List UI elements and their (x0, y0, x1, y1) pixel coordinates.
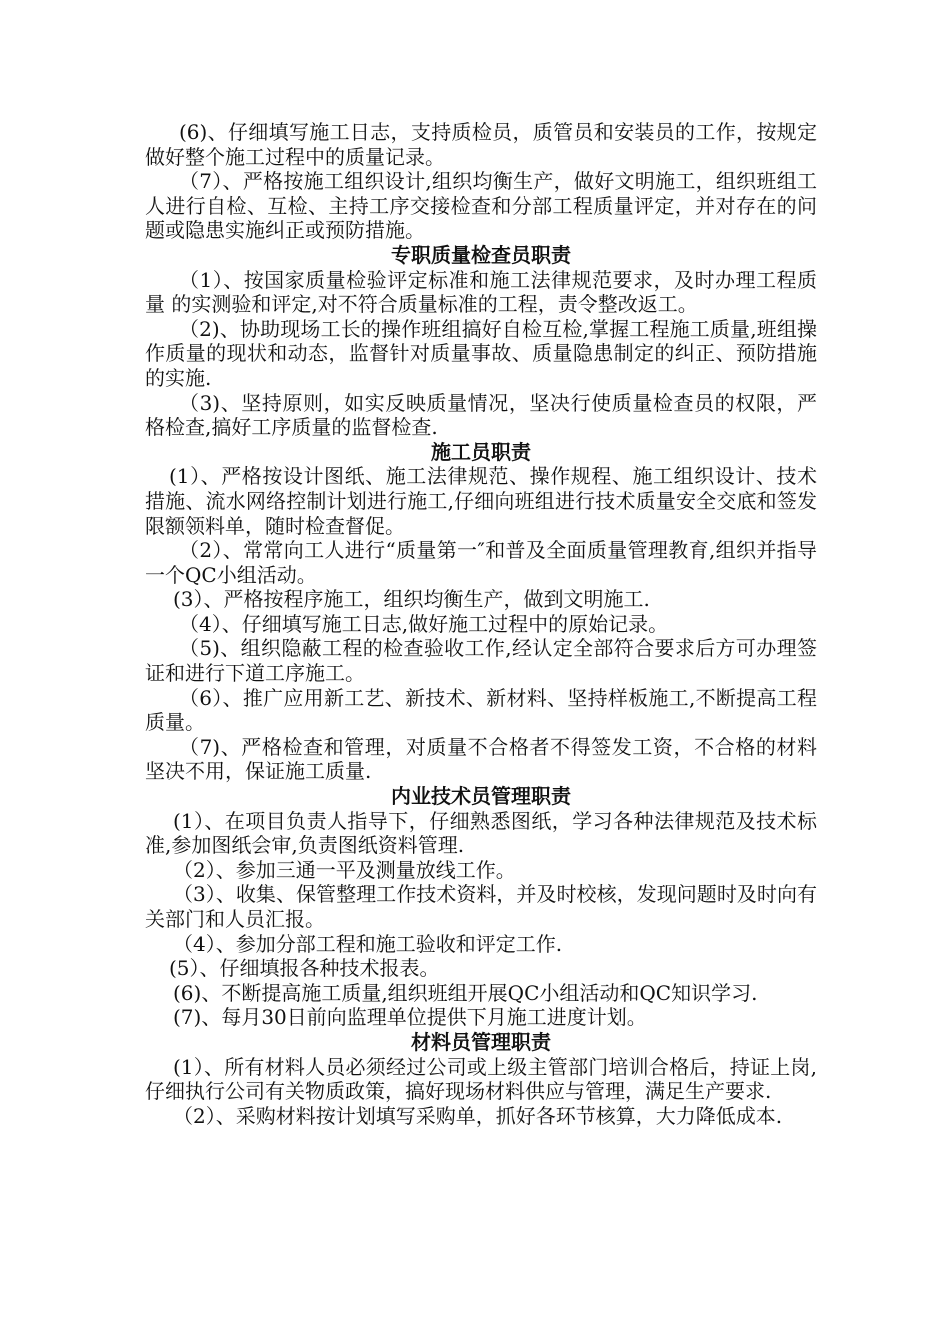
paragraph: (1）、在项目负责人指导下，仔细熟悉图纸，学习各种法律规范及技术标准,参加图纸会审,负责图纸资料管理. (145, 808, 817, 858)
paragraph: (3）、严格按程序施工，组织均衡生产，做到文明施工. (173, 587, 650, 612)
paragraph: （4）、参加分部工程和施工验收和评定工作. (173, 931, 563, 956)
section-heading-quality-inspector: 专职质量检查员职责 (391, 242, 571, 267)
paragraph: (1）、所有材料人员必须经过公司或上级主管部门培训合格后，持证上岗,仔细执行公司有关物质政策，搞好现场材料供应与管理，满足生产要求. (145, 1054, 817, 1104)
paragraph: （1）、按国家质量检验评定标准和施工法律规范要求，及时办理工程质量 的实测验和评定,对不符合质量标准的工程，责令整改返工。 (145, 267, 817, 317)
paragraph: （7)、严格检查和管理，对质量不合格者不得签发工资，不合格的材料坚决不用，保证施工质量. (145, 734, 817, 784)
paragraph: （6）、推广应用新工艺、新技术、新材料、坚持样板施工,不断提高工程质量。 (145, 685, 817, 735)
section-heading-technical-staff: 内业技术员管理职责 (391, 784, 571, 809)
paragraph: （4）、仔细填写施工日志,做好施工过程中的原始记录。 (179, 611, 669, 636)
paragraph: (7)、每月30日前向监理单位提供下月施工进度计划。 (173, 1005, 647, 1030)
paragraph: （3）、收集、保管整理工作技术资料，并及时校核，发现问题时及时向有关部门和人员汇报。 (145, 882, 817, 931)
paragraph: （2）、采购材料按计划填写采购单，抓好各环节核算，大力降低成本. (173, 1103, 783, 1128)
section-heading-construction-worker: 施工员职责 (431, 439, 531, 464)
paragraph: （2)、协助现场工长的操作班组搞好自检互检,掌握工程施工质量,班组操作质量的现状和动态，监督针对质量事故、质量隐患制定的纠正、预防措施的实施. (145, 316, 817, 390)
paragraph: （7）、严格按施工组织设计,组织均衡生产，做好文明施工，组织班组工人进行自检、互检、主持工序交接检查和分部工程质量评定，并对存在的问题或隐患实施纠正或预防措施。 (145, 169, 817, 243)
paragraph: （3)、坚持原则，如实反映质量情况，坚决行使质量检查员的权限，严格检查,搞好工序质量的监督检查. (145, 390, 817, 440)
paragraph: (5）、仔细填报各种技术报表。 (169, 956, 440, 981)
section-heading-materials-staff: 材料员管理职责 (411, 1029, 551, 1054)
paragraph: （2）、参加三通一平及测量放线工作。 (173, 857, 516, 882)
paragraph: (6)、仔细填写施工日志，支持质检员，质管员和安装员的工作，按规定做好整个施工过程中的质量记录。 (145, 120, 817, 169)
document-page (145, 120, 817, 1128)
paragraph: （2）、常常向工人进行“质量第一″和普及全面质量管理教育,组织并指导一个QC小组活动。 (145, 538, 817, 587)
paragraph: (1）、严格按设计图纸、施工法律规范、操作规程、施工组织设计、技术措施、流水网络控制计划进行施工,仔细向班组进行技术质量安全交底和签发限额领料单，随时检查督促。 (145, 464, 817, 538)
paragraph: (6)、不断提高施工质量,组织班组开展QC小组活动和QC知识学习. (173, 980, 758, 1005)
paragraph: （5)、组织隐蔽工程的检查验收工作,经认定全部符合要求后方可办理签证和进行下道工序施工。 (145, 636, 817, 686)
